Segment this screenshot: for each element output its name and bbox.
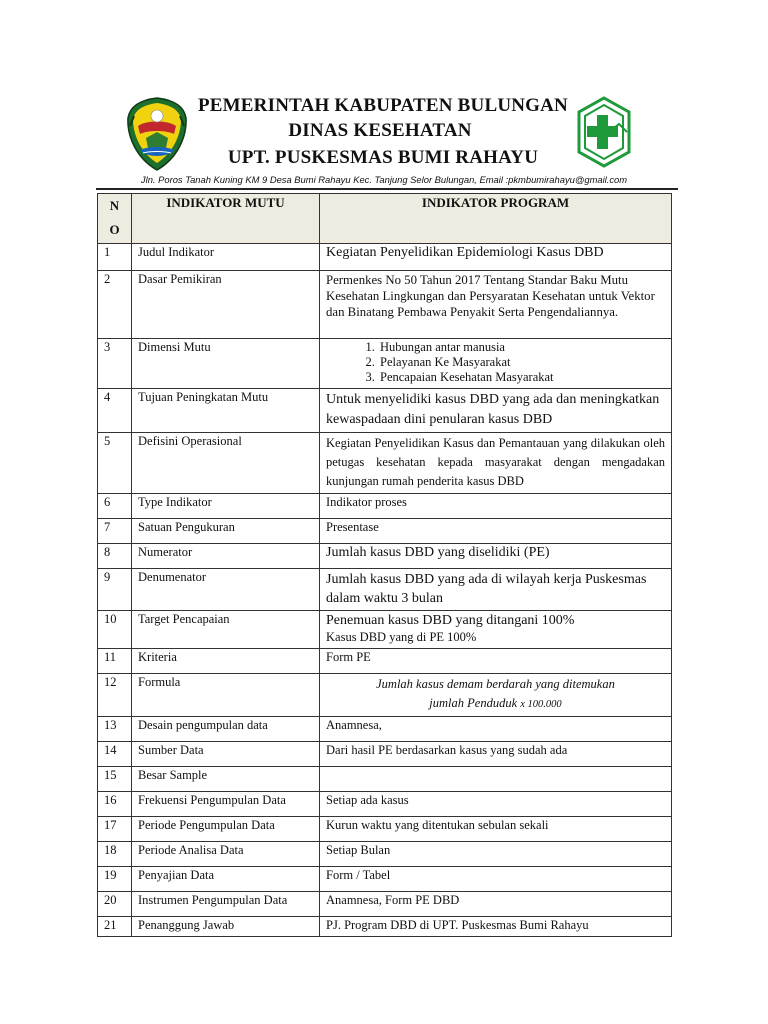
row-label: Periode Analisa Data <box>132 842 320 867</box>
row-number: 16 <box>98 792 132 817</box>
row-label: Penyajian Data <box>132 867 320 892</box>
table-row <box>98 892 672 917</box>
row-value <box>320 767 672 792</box>
row-value: Setiap Bulan <box>320 842 672 867</box>
row-number: 11 <box>98 649 132 674</box>
row-label: Frekuensi Pengumpulan Data <box>132 792 320 817</box>
row-label: Penanggung Jawab <box>132 917 320 937</box>
table-row <box>98 842 672 867</box>
indicator-table <box>97 193 672 937</box>
letterhead-line-2: DINAS KESEHATAN <box>288 120 472 141</box>
row-label: Sumber Data <box>132 742 320 767</box>
row-value: Jumlah kasus DBD yang ada di wilayah kerja Puskesmas dalam waktu 3 bulan <box>320 569 672 611</box>
row-label: Defisini Operasional <box>132 433 320 494</box>
dimension-list <box>326 340 665 385</box>
row-label: Dasar Pemikiran <box>132 271 320 339</box>
table-row <box>98 244 672 271</box>
formula-denominator: jumlah Penduduk <box>429 696 518 710</box>
row-number: 13 <box>98 717 132 742</box>
row-label: Formula <box>132 674 320 717</box>
row-label: Denumenator <box>132 569 320 611</box>
row-number: 21 <box>98 917 132 937</box>
row-number: 6 <box>98 494 132 519</box>
row-label: Tujuan Peningkatan Mutu <box>132 389 320 433</box>
row-value: Kegiatan Penyelidikan Epidemiologi Kasus DBD <box>320 244 672 271</box>
row-number: 17 <box>98 817 132 842</box>
row-value: Permenkes No 50 Tahun 2017 Tentang Standar Baku Mutu Kesehatan Lingkungan dan Persyaratan Kesehatan untuk Vektor dan Binatang Pembawa Penyakit Serta Pengendaliannya. <box>320 271 672 339</box>
row-value: Jumlah kasus DBD yang diselidiki (PE) <box>320 544 672 569</box>
table-row <box>98 717 672 742</box>
row-number: 12 <box>98 674 132 717</box>
table-row <box>98 569 672 611</box>
list-item: 1. Hubungan antar manusia <box>378 340 665 355</box>
letterhead-divider <box>96 188 678 190</box>
table-row <box>98 339 672 389</box>
row-value: Kegiatan Penyelidikan Kasus dan Pemantauan yang dilakukan oleh petugas kesehatan kepada masyarakat dengan mengadakan kunjungan rumah penderita kasus DBD <box>320 433 672 494</box>
table-row <box>98 389 672 433</box>
row-value: Indikator proses <box>320 494 672 519</box>
row-value <box>320 611 672 649</box>
row-number: 2 <box>98 271 132 339</box>
table-row <box>98 674 672 717</box>
table-row <box>98 792 672 817</box>
table-row <box>98 433 672 494</box>
row-value: Kurun waktu yang ditentukan sebulan sekali <box>320 817 672 842</box>
table-row <box>98 494 672 519</box>
formula-multiplier: x 100.000 <box>520 699 562 710</box>
row-number: 15 <box>98 767 132 792</box>
row-label: Periode Pengumpulan Data <box>132 817 320 842</box>
row-value: Anamnesa, <box>320 717 672 742</box>
target-line-1: Penemuan kasus DBD yang ditangani 100% <box>326 613 575 628</box>
row-number: 7 <box>98 519 132 544</box>
row-number: 19 <box>98 867 132 892</box>
row-number: 14 <box>98 742 132 767</box>
row-value: Untuk menyelidiki kasus DBD yang ada dan meningkatkan kewaspadaan dini penularan kasus DBD <box>320 389 672 433</box>
table-row <box>98 649 672 674</box>
table-row <box>98 917 672 937</box>
header-no: N O <box>98 194 132 244</box>
table-row <box>98 611 672 649</box>
row-value: Anamnesa, Form PE DBD <box>320 892 672 917</box>
row-label: Judul Indikator <box>132 244 320 271</box>
row-value: Form / Tabel <box>320 867 672 892</box>
row-number: 18 <box>98 842 132 867</box>
row-label: Kriteria <box>132 649 320 674</box>
table-row <box>98 767 672 792</box>
letterhead-line-3: UPT. PUSKESMAS BUMI RAHAYU <box>227 147 539 168</box>
row-value <box>320 339 672 389</box>
row-label: Target Pencapaian <box>132 611 320 649</box>
letterhead <box>0 0 768 190</box>
row-number: 20 <box>98 892 132 917</box>
table-row <box>98 867 672 892</box>
row-number: 8 <box>98 544 132 569</box>
table-row <box>98 817 672 842</box>
header-indikator-mutu: INDIKATOR MUTU <box>132 194 320 244</box>
row-value: Presentase <box>320 519 672 544</box>
table-row <box>98 544 672 569</box>
row-label: Dimensi Mutu <box>132 339 320 389</box>
row-value: PJ. Program DBD di UPT. Puskesmas Bumi Rahayu <box>320 917 672 937</box>
table-row <box>98 519 672 544</box>
list-item: 2. Pelayanan Ke Masyarakat <box>378 355 665 370</box>
row-number: 5 <box>98 433 132 494</box>
target-line-2: Kasus DBD yang di PE 100% <box>326 630 477 644</box>
list-item: 3. Pencapaian Kesehatan Masyarakat <box>378 370 665 385</box>
table-row <box>98 742 672 767</box>
row-number: 1 <box>98 244 132 271</box>
row-value: Form PE <box>320 649 672 674</box>
puskesmas-cross-icon <box>575 96 633 168</box>
table-header-row <box>98 194 672 244</box>
row-number: 10 <box>98 611 132 649</box>
row-number: 4 <box>98 389 132 433</box>
row-label: Satuan Pengukuran <box>132 519 320 544</box>
formula-cell <box>320 674 672 717</box>
row-value: Setiap ada kasus <box>320 792 672 817</box>
row-label: Numerator <box>132 544 320 569</box>
letterhead-line-1: PEMERINTAH KABUPATEN BULUNGAN <box>198 95 568 116</box>
row-label: Instrumen Pengumpulan Data <box>132 892 320 917</box>
row-number: 9 <box>98 569 132 611</box>
row-number: 3 <box>98 339 132 389</box>
table-row <box>98 271 672 339</box>
formula-numerator: Jumlah kasus demam berdarah yang ditemukan <box>376 677 615 691</box>
header-indikator-program: INDIKATOR PROGRAM <box>320 194 672 244</box>
row-label: Besar Sample <box>132 767 320 792</box>
row-value: Dari hasil PE berdasarkan kasus yang sudah ada <box>320 742 672 767</box>
row-label: Type Indikator <box>132 494 320 519</box>
address-line: Jln. Poros Tanah Kuning KM 9 Desa Bumi Rahayu Kec. Tanjung Selor Bulungan, Email :pkmbumirahayu@gmail.com <box>140 174 628 185</box>
row-label: Desain pengumpulan data <box>132 717 320 742</box>
